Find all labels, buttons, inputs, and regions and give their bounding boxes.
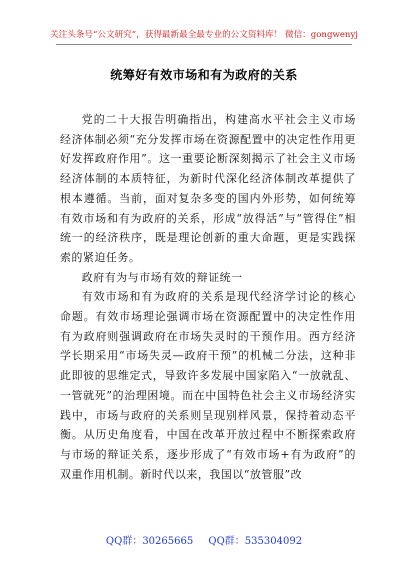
paragraph-body: 有效市场和有为政府的关系是现代经济学讨论的核心命题。有效市场理论强调市场在资源配置中的决定性作用有为政府则强调政府在市场失灵时的干预作用。西方经济学长期采用“市场失灵—政府干预”的机械二分法，这种非此即彼的思维定式，导致许多发展中国家陷入“一放就乱、一管就死”的治理困境。而在中国特色社会主义市场经济实践中，市场与政府的关系则呈现别样风景，保持着动态平衡。从历史角度看，中国在改革开放过程中不断探索政府与市场的辩证关系，逐步形成了“有效市场+有为政府”的双重作用机制。新时代以来，我国以“放管服”改 — [60, 290, 356, 481]
qq-group-2: QQ群：535304092 — [208, 536, 303, 547]
qq-group-1: QQ群：30265665 — [105, 536, 194, 547]
document-title: 统筹好有效市场和有为政府的关系 — [110, 68, 298, 82]
paragraph-intro: 党的二十大报告明确指出，构建高水平社会主义市场经济体制必须“充分发挥市场在资源配置中的决定性作用更好发挥政府作用”。这一重要论断深刻揭示了社会主义市场经济体制的本质特征，为新时代深化经济体制改革提供了根本遵循。当前，面对复杂多变的国内外形势，如何统筹有效市场和有为政府的关系，形成“放得活”与“管得住”相统一的经济秩序，既是理论创新的重大命题，更是实践探索的紧迫任务。 — [60, 113, 356, 264]
header-divider — [56, 44, 352, 45]
section-heading: 政府有为与市场有效的辩证统一 — [81, 270, 243, 284]
footer-contact — [0, 532, 408, 547]
header-banner: 关注头条号“公文研究”，获得最新最全最专业的公文资料库！ 微信：gongwenyj — [50, 30, 358, 40]
document-body — [60, 110, 356, 484]
